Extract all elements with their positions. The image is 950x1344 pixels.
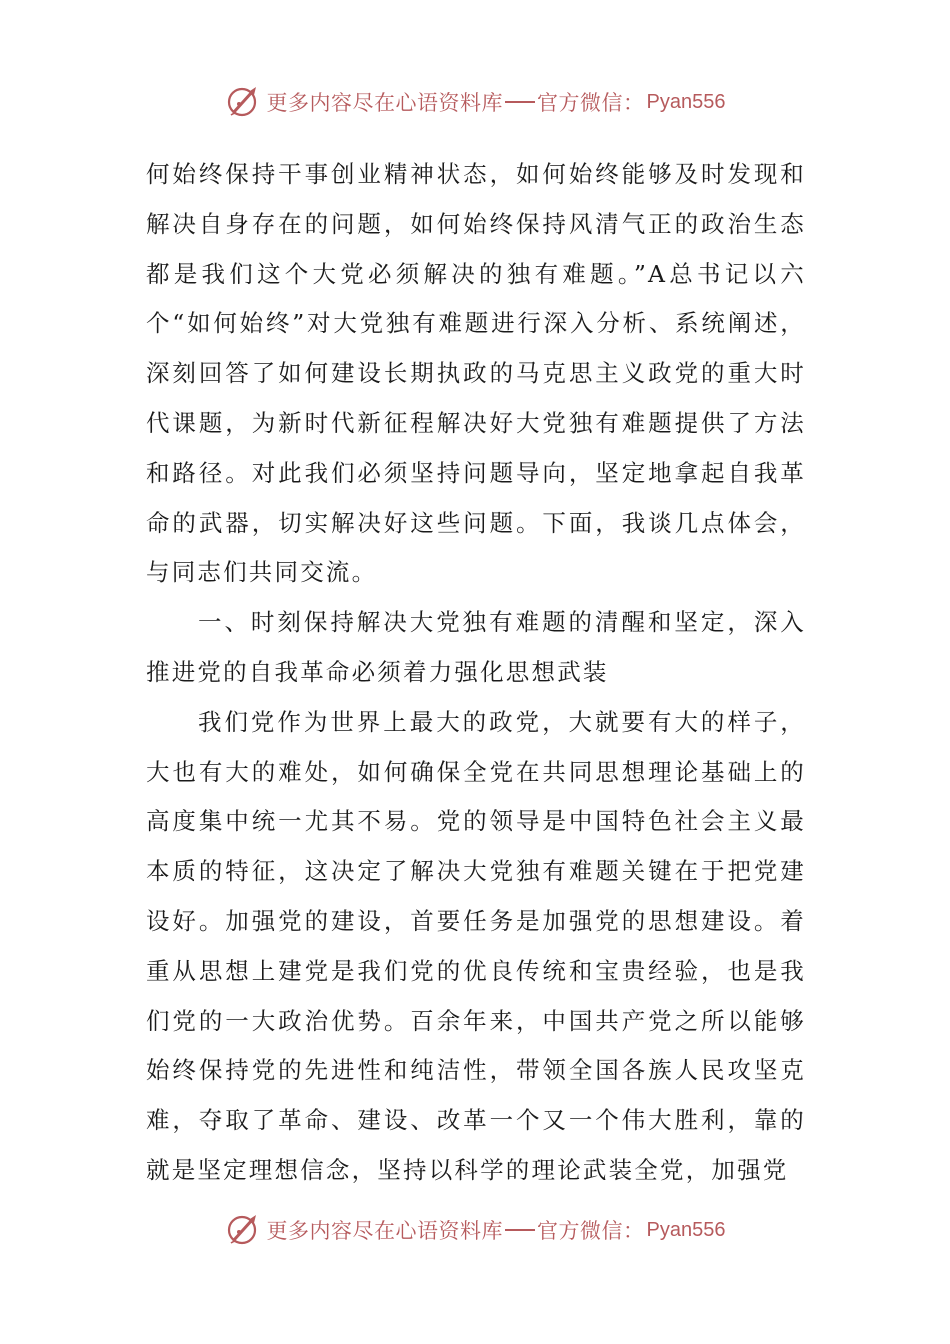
header-banner-text: 更多内容尽在心语资料库 [266, 91, 504, 115]
document-body [146, 150, 806, 1196]
footer-banner-id: Pyan556 [646, 1218, 726, 1241]
header-banner [0, 82, 950, 122]
footer-banner-suffix: 官方微信： [537, 1219, 645, 1243]
section-heading: 一、时刻保持解决大党独有难题的清醒和坚定，深入推进党的自我革命必须着力强化思想武装 [146, 608, 806, 686]
pen-logo-icon [225, 85, 263, 119]
footer-banner [0, 1210, 950, 1250]
header-banner-dash [505, 101, 535, 103]
footer-banner-text: 更多内容尽在心语资料库 [266, 1219, 504, 1243]
pen-logo-icon [225, 1213, 263, 1247]
header-banner-suffix: 官方微信： [537, 91, 645, 115]
header-banner-id: Pyan556 [646, 90, 726, 113]
paragraph: 我们党作为世界上最大的政党，大就要有大的样子，大也有大的难处，如何确保全党在共同思想理论基础上的高度集中统一尤其不易。党的领导是中国特色社会主义最本质的特征，这决定了解决大党独有难题关键在于把党建设好。加强党的建设，首要任务是加强党的思想建设。着重从思想上建党是我们党的优良传统和宝贵经验，也是我们党的一大政治优势。百余年来，中国共产党之所以能够始终保持党的先进性和纯洁性，带领全国各族人民攻坚克难，夺取了革命、建设、改革一个又一个伟大胜利，靠的就是坚定理想信念，坚持以科学的理论武装全党，加强党 [146, 707, 806, 1184]
footer-banner-dash [505, 1229, 535, 1231]
paragraph-continued: 何始终保持干事创业精神状态，如何始终能够及时发现和解决自身存在的问题，如何始终保持风清气正的政治生态都是我们这个大党必须解决的独有难题。”A总书记以六个“如何始终”对大党独有难题进行深入分析、系统阐述，深刻回答了如何建设长期执政的马克思主义政党的重大时代课题，为新时代新征程解决好大党独有难题提供了方法和路径。对此我们必须坚持问题导向，坚定地拿起自我革命的武器，切实解决好这些问题。下面，我谈几点体会，与同志们共同交流。 [146, 160, 806, 587]
